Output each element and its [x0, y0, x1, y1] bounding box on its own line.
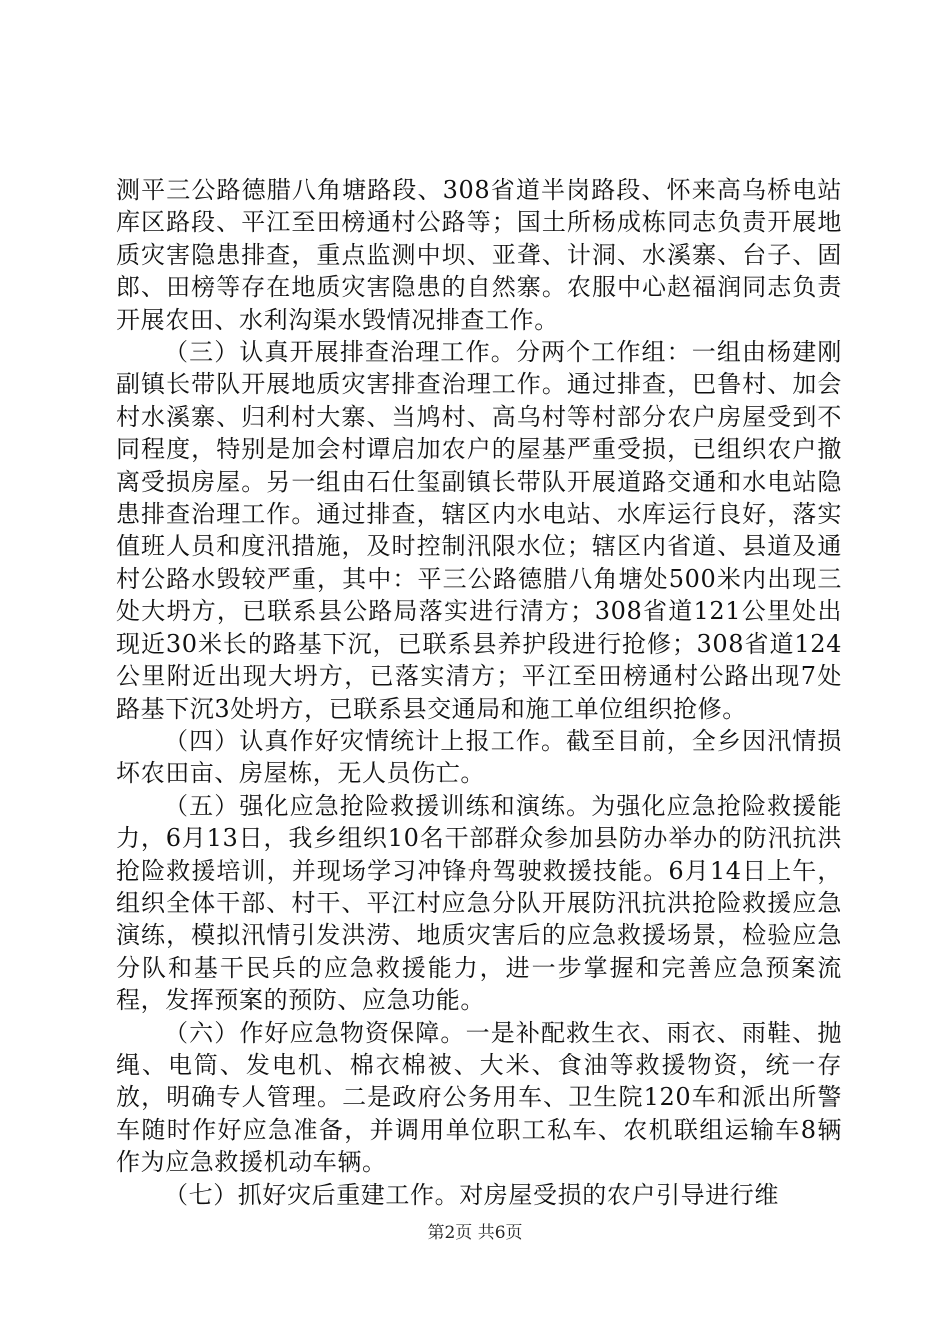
paragraph-section-6: （六）作好应急物资保障。一是补配救生衣、雨衣、雨鞋、抛绳、电筒、发电机、棉衣棉被、大米、食油等救援物资，统一存放，明确专人管理。二是政府公务用车、卫生院120车和派出所警车随时作好应急准备，并调用单位职工私车、农机联组运输车8辆作为应急救援机动车辆。 — [116, 1018, 842, 1177]
document-body — [116, 174, 842, 1211]
paragraph-section-7: （七）抓好灾后重建工作。对房屋受损的农户引导进行维 — [164, 1180, 779, 1209]
paragraph-section-5: （五）强化应急抢险救援训练和演练。为强化应急抢险救援能力，6月13日，我乡组织10名干部群众参加县防办举办的防汛抗洪抢险救援培训，并现场学习冲锋舟驾驶救援技能。6月14日上午，组织全体干部、村干、平江村应急分队开展防汛抗洪抢险救援应急演练，模拟汛情引发洪涝、地质灾害后的应急救援场景，检验应急分队和基干民兵的应急救援能力，进一步掌握和完善应急预案流程，发挥预案的预防、应急功能。 — [116, 791, 842, 1015]
paragraph-section-3: （三）认真开展排查治理工作。分两个工作组：一组由杨建刚副镇长带队开展地质灾害排查治理工作。通过排查，巴鲁村、加会村水溪寨、归利村大寨、当鸠村、高乌村等村部分农户房屋受到不同程度，特别是加会村谭启加农户的屋基严重受损，已组织农户撤离受损房屋。另一组由石仕玺副镇长带队开展道路交通和水电站隐患排查治理工作。通过排查，辖区内水电站、水库运行良好，落实值班人员和度汛措施，及时控制汛限水位；辖区内省道、县道及通村公路水毁较严重，其中：平三公路德腊八角塘处500米内出现三处大坍方，已联系县公路局落实进行清方；308省道121公里处出现近30米长的路基下沉，已联系县养护段进行抢修；308省道124公里附近出现大坍方，已落实清方；平江至田榜通村公路出现7处路基下沉3处坍方，已联系县交通局和施工单位组织抢修。 — [116, 338, 842, 723]
paragraph-section-4: （四）认真作好灾情统计上报工作。截至目前，全乡因汛情损坏农田亩、房屋栋，无人员伤亡。 — [116, 726, 842, 788]
page-footer: 第2页 共6页 — [427, 1223, 523, 1243]
paragraph-continued: 测平三公路德腊八角塘路段、308省道半岗路段、怀来高乌桥电站库区路段、平江至田榜通村公路等；国土所杨成栋同志负责开展地质灾害隐患排查，重点监测中坝、亚聋、计洞、水溪寨、台子、固郎、田榜等存在地质灾害隐患的自然寨。农服中心赵福润同志负责开展农田、水利沟渠水毁情况排查工作。 — [116, 176, 842, 334]
